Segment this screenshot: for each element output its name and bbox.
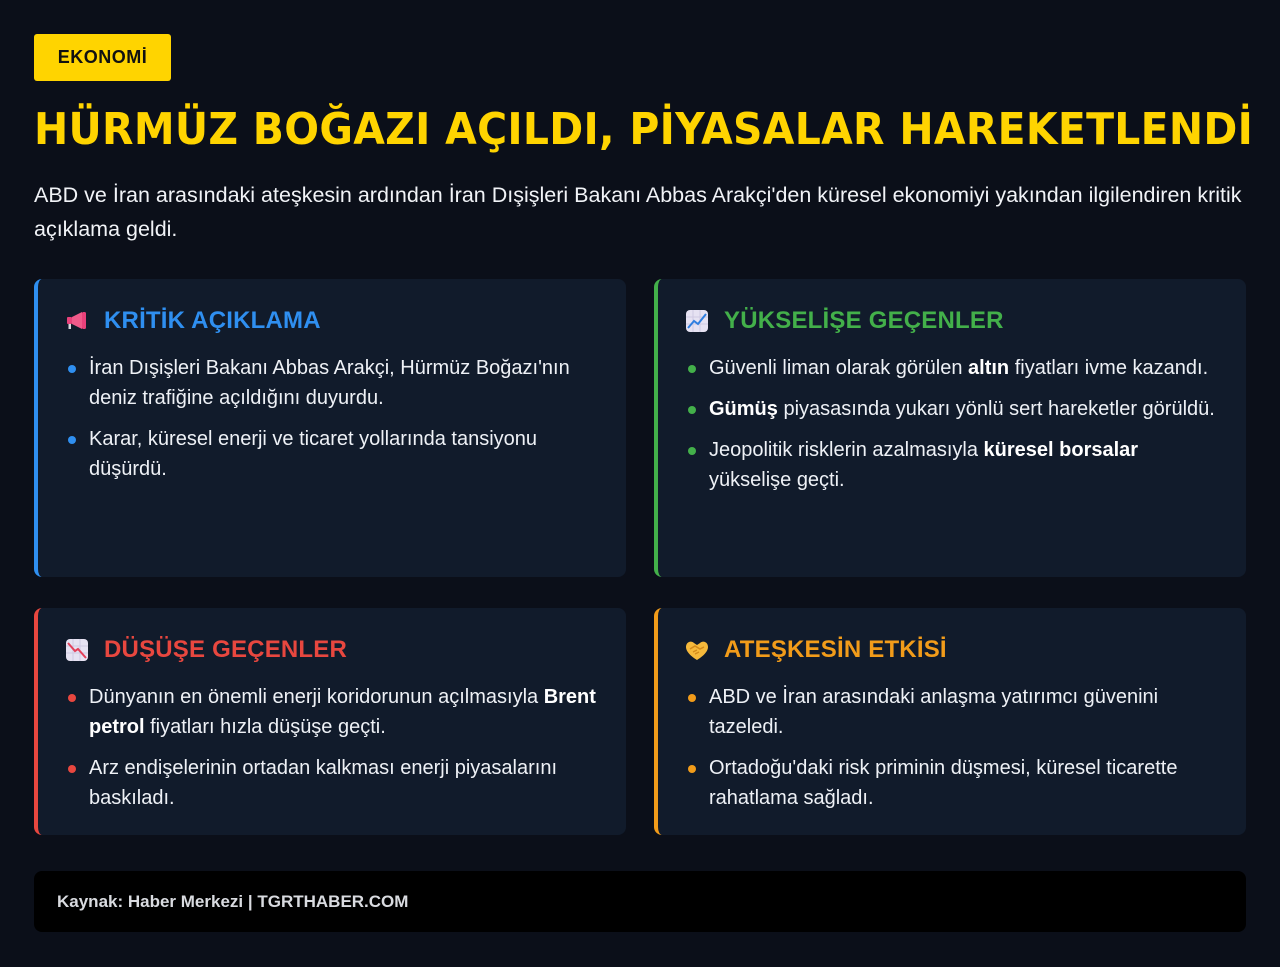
handshake-icon [684, 637, 710, 663]
highlight-text: küresel borsalar [983, 439, 1139, 461]
card-title-text: DÜŞÜŞE GEÇENLER [104, 636, 348, 663]
card-title [64, 630, 596, 670]
item-text: Arz endişelerinin ortadan kalkması enerji piyasalarını baskıladı. [89, 757, 558, 809]
source-footer [34, 871, 1246, 932]
card-title [684, 630, 1216, 670]
item-text: Jeopolitik risklerin azalmasıyla [709, 439, 984, 461]
list-item [684, 394, 1216, 424]
item-text: Ortadoğu'daki risk priminin düşmesi, küresel ticarette rahatlama sağladı. [709, 757, 1178, 809]
card-dususe-gecenler [34, 608, 626, 835]
item-text: İran Dışişleri Bakanı Abbas Arakçi, Hürmüz Boğazı'nın deniz trafiğine açıldığını duyurdu. [89, 357, 570, 409]
item-text: yükselişe geçti. [709, 469, 845, 491]
headline: HÜRMÜZ BOĞAZI AÇILDI, PİYASALAR HAREKETLENDİ [34, 104, 1254, 155]
item-text: fiyatları ivme kazandı. [1009, 357, 1209, 379]
highlight-text: Gümüş [709, 398, 778, 420]
list-item [684, 435, 1216, 495]
card-list [684, 353, 1216, 495]
list-item [64, 353, 596, 413]
card-list [684, 682, 1216, 813]
list-item [64, 424, 596, 484]
item-text: fiyatları hızla düşüşe geçti. [144, 716, 386, 738]
item-text: ABD ve İran arasındaki anlaşma yatırımcı güvenini tazeledi. [709, 686, 1159, 738]
card-yukselise-gecenler [654, 279, 1246, 577]
lead-paragraph: ABD ve İran arasındaki ateşkesin ardından İran Dışişleri Bakanı Abbas Arakçi'den küresel ekonomiyi yakından ilgilendiren kritik açıklama geldi. [34, 183, 1242, 241]
item-text: Karar, küresel enerji ve ticaret yollarında tansiyonu düşürdü. [89, 428, 538, 480]
card-title-text: ATEŞKESİN ETKİSİ [724, 636, 947, 663]
card-title [684, 301, 1216, 341]
item-text: Güvenli liman olarak görülen [709, 357, 969, 379]
card-title-text: KRİTİK AÇIKLAMA [104, 307, 321, 334]
card-ateskesin-etkisi [654, 608, 1246, 835]
card-title [64, 301, 596, 341]
list-item [64, 753, 596, 813]
card-list [64, 353, 596, 484]
list-item [684, 753, 1216, 813]
card-title-text: YÜKSELİŞE GEÇENLER [724, 307, 1004, 334]
list-item [684, 682, 1216, 742]
category-badge[interactable] [34, 34, 171, 81]
item-text: piyasasında yukarı yönlü sert hareketler görüldü. [777, 398, 1215, 420]
list-item [64, 682, 596, 742]
card-kritik-aciklama [34, 279, 626, 577]
highlight-text: altın [968, 357, 1010, 379]
chart-increasing-icon [684, 308, 710, 334]
chart-decreasing-icon [64, 637, 90, 663]
source-text: Kaynak: Haber Merkezi | TGRTHABER.COM [57, 891, 409, 911]
list-item [684, 353, 1216, 383]
category-label: EKONOMİ [57, 47, 148, 67]
card-list [64, 682, 596, 813]
item-text: Dünyanın en önemli enerji koridorunun açılmasıyla [89, 686, 544, 708]
highlight-text: Brent petrol [89, 686, 596, 738]
megaphone-icon [64, 308, 90, 334]
